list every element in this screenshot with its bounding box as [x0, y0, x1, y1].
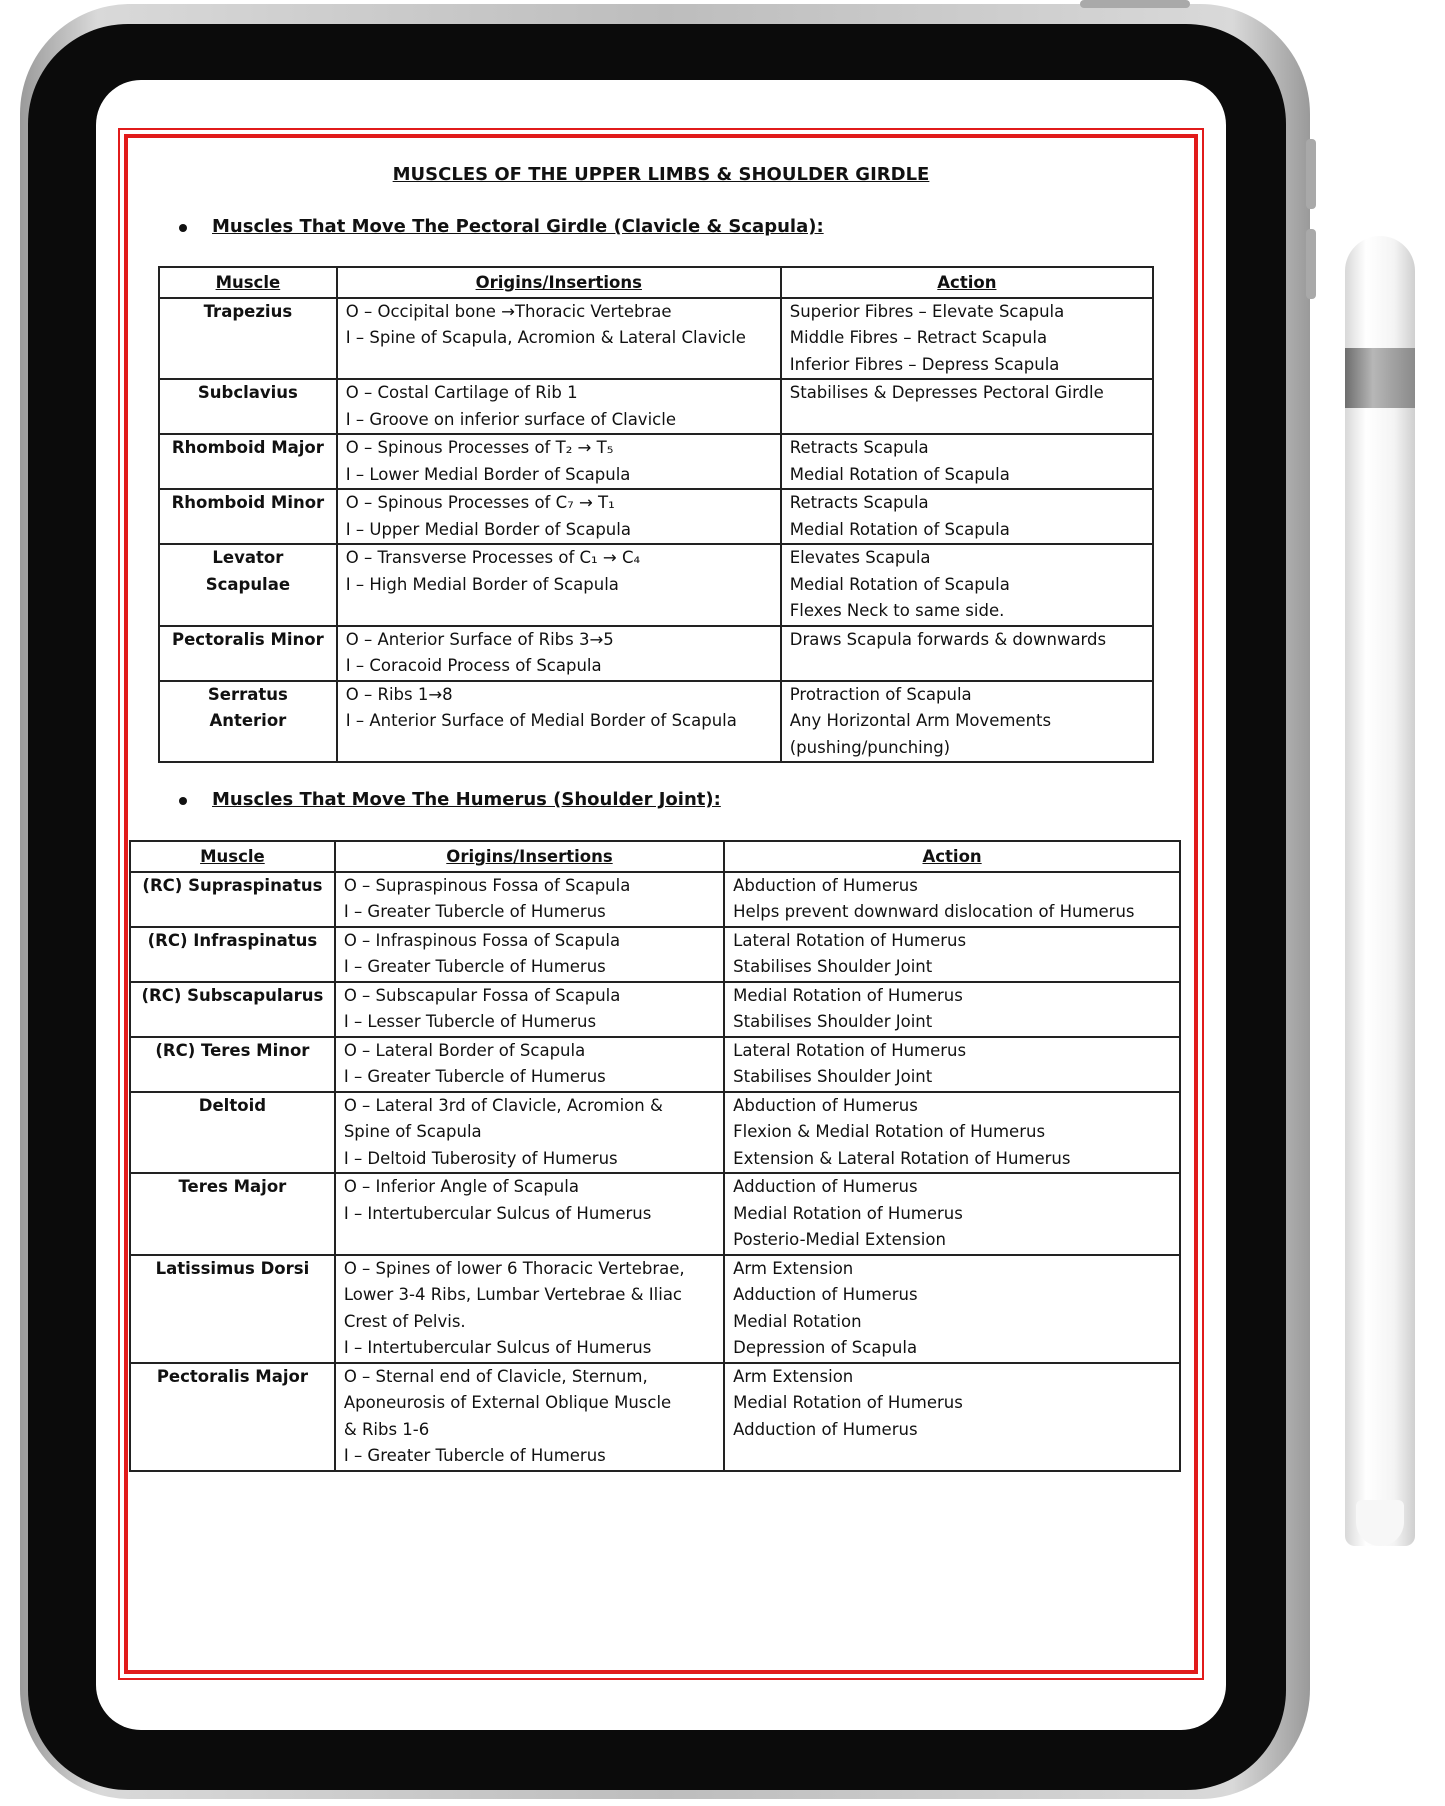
action-line: Stabilises Shoulder Joint: [733, 957, 933, 976]
tablet-screen: [96, 80, 1226, 1730]
stylus-band: [1345, 348, 1415, 408]
header-muscle: Muscle: [130, 841, 335, 872]
actions-cell: [724, 1363, 1180, 1471]
origins-cell: [335, 1037, 724, 1092]
muscle-name: Trapezius: [159, 298, 337, 380]
action-line: Medial Rotation of Humerus: [733, 1393, 963, 1412]
action-line: Medial Rotation of Humerus: [733, 985, 963, 1005]
origin-line: O – Subscapular Fossa of Scapula: [343, 985, 621, 1005]
header-origins: Origins/Insertions: [337, 267, 781, 298]
origin-line: O – Supraspinous Fossa of Scapula: [343, 875, 631, 895]
actions-cell: [724, 1037, 1180, 1092]
actions-cell: [781, 434, 1153, 489]
action-line: Retracts Scapula: [789, 493, 929, 512]
action-line: Lateral Rotation of Humerus: [733, 1040, 967, 1060]
action-line: Inferior Fibres – Depress Scapula: [789, 354, 1060, 374]
action-line: Posterio-Medial Extension: [733, 1230, 946, 1249]
action-line: Stabilises & Depresses Pectoral Girdle: [789, 383, 1104, 402]
origin-line: I – Spine of Scapula, Acromion & Lateral Clavicle: [345, 328, 746, 347]
origins-cell: [337, 298, 781, 380]
action-line: Medial Rotation: [733, 1311, 862, 1331]
actions-cell: [724, 982, 1180, 1037]
origins-cell: [337, 379, 781, 434]
origin-line: O – Spinous Processes of T₂ → T₅: [345, 438, 614, 457]
table-row: [159, 626, 1153, 681]
stylus-pencil: [1345, 236, 1415, 1546]
action-line: Protraction of Scapula: [789, 684, 972, 704]
action-line: Middle Fibres – Retract Scapula: [789, 328, 1048, 347]
table-row: [130, 872, 1180, 927]
origins-cell: [337, 544, 781, 626]
actions-cell: [781, 298, 1153, 380]
origins-cell: [335, 927, 724, 982]
action-line: Abduction of Humerus: [733, 1095, 918, 1115]
actions-cell: [781, 681, 1153, 763]
actions-cell: [781, 544, 1153, 626]
origin-line: I – Deltoid Tuberosity of Humerus: [343, 1148, 618, 1168]
origin-line: O – Occipital bone →Thoracic Vertebrae: [345, 301, 672, 321]
origin-line: I – Groove on inferior surface of Clavicle: [345, 409, 676, 429]
header-action: Action: [781, 267, 1153, 298]
action-line: Helps prevent downward dislocation of Humerus: [733, 902, 1135, 921]
header-muscle: Muscle: [159, 267, 337, 298]
action-line: Adduction of Humerus: [733, 1177, 918, 1196]
action-line: Arm Extension: [733, 1258, 854, 1278]
document-page: [96, 80, 1226, 1730]
origin-line: O – Ribs 1→8: [345, 684, 453, 704]
origin-line: O – Infraspinous Fossa of Scapula: [343, 930, 621, 950]
action-line: Flexion & Medial Rotation of Humerus: [733, 1122, 1046, 1141]
origin-line: I – Intertubercular Sulcus of Humerus: [343, 1338, 652, 1357]
origin-line: O – Costal Cartilage of Rib 1: [345, 383, 578, 402]
origins-cell: [335, 1255, 724, 1363]
muscle-name: Subclavius: [159, 379, 337, 434]
table-row: [159, 544, 1153, 626]
muscle-name: Pectoralis Major: [130, 1363, 335, 1471]
table-row: [159, 379, 1153, 434]
origins-cell: [335, 1363, 724, 1471]
muscle-name: Levator Scapulae: [159, 544, 337, 626]
action-line: (pushing/punching): [789, 737, 951, 757]
action-line: Medial Rotation of Scapula: [789, 574, 1010, 594]
actions-cell: [724, 872, 1180, 927]
origins-cell: [337, 681, 781, 763]
action-line: Extension & Lateral Rotation of Humerus: [733, 1148, 1071, 1168]
origin-line: Lower 3-4 Ribs, Lumbar Vertebrae & Iliac: [343, 1285, 683, 1304]
top-button: [1080, 0, 1190, 8]
origin-line: I – Greater Tubercle of Humerus: [343, 1067, 606, 1086]
origin-line: I – Anterior Surface of Medial Border of Scapula: [345, 711, 737, 730]
action-line: Stabilises Shoulder Joint: [733, 1012, 933, 1031]
origins-cell: [337, 434, 781, 489]
section-heading-pectoral: Muscles That Move The Pectoral Girdle (Clavicle & Scapula):: [212, 216, 824, 237]
muscle-name: Rhomboid Major: [159, 434, 337, 489]
action-line: Flexes Neck to same side.: [789, 601, 1005, 620]
stylus-tip: [1356, 1500, 1404, 1546]
origin-line: I – Coracoid Process of Scapula: [345, 656, 602, 675]
origin-line: O – Lateral Border of Scapula: [343, 1040, 586, 1060]
actions-cell: [781, 489, 1153, 544]
origin-line: I – Upper Medial Border of Scapula: [345, 519, 631, 539]
action-line: Lateral Rotation of Humerus: [733, 930, 967, 950]
section-heading-humerus: Muscles That Move The Humerus (Shoulder Joint):: [212, 789, 721, 810]
muscle-name: Rhomboid Minor: [159, 489, 337, 544]
table-header-row: [130, 841, 1180, 872]
table-row: [130, 1363, 1180, 1471]
actions-cell: [781, 379, 1153, 434]
header-action: Action: [724, 841, 1180, 872]
origin-line: O – Spinous Processes of C₇ → T₁: [345, 493, 615, 512]
table-row: [159, 489, 1153, 544]
table-row: [130, 1037, 1180, 1092]
table-row: [159, 434, 1153, 489]
origin-line: I – Lesser Tubercle of Humerus: [343, 1012, 597, 1031]
actions-cell: [724, 1255, 1180, 1363]
action-line: Medial Rotation of Scapula: [789, 464, 1010, 484]
origin-line: O – Sternal end of Clavicle, Sternum,: [343, 1366, 648, 1386]
origin-line: O – Lateral 3rd of Clavicle, Acromion &: [343, 1095, 663, 1115]
action-line: Arm Extension: [733, 1366, 854, 1386]
volume-down-button: [1306, 229, 1316, 299]
humerus-table: [129, 840, 1181, 1472]
origins-cell: [335, 1092, 724, 1174]
muscle-name: (RC) Infraspinatus: [130, 927, 335, 982]
origin-line: O – Transverse Processes of C₁ → C₄: [345, 548, 641, 567]
actions-cell: [724, 1173, 1180, 1255]
actions-cell: [724, 927, 1180, 982]
muscle-name: (RC) Supraspinatus: [130, 872, 335, 927]
actions-cell: [781, 626, 1153, 681]
table-row: [130, 1173, 1180, 1255]
action-line: Draws Scapula forwards & downwards: [789, 629, 1107, 649]
table-row: [130, 1092, 1180, 1174]
origin-line: I – Intertubercular Sulcus of Humerus: [343, 1203, 652, 1223]
origin-line: I – Greater Tubercle of Humerus: [343, 902, 606, 921]
origin-line: I – Lower Medial Border of Scapula: [345, 464, 631, 484]
action-line: Depression of Scapula: [733, 1338, 918, 1357]
table-row: [159, 298, 1153, 380]
action-line: Retracts Scapula: [789, 438, 929, 457]
header-origins: Origins/Insertions: [335, 841, 724, 872]
action-line: Superior Fibres – Elevate Scapula: [789, 301, 1065, 321]
origin-line: Crest of Pelvis.: [343, 1311, 466, 1331]
origin-line: O – Inferior Angle of Scapula: [343, 1177, 579, 1196]
origins-cell: [337, 626, 781, 681]
table-row: [130, 1255, 1180, 1363]
action-line: Adduction of Humerus: [733, 1285, 918, 1304]
muscle-name: Serratus Anterior: [159, 681, 337, 763]
origins-cell: [335, 1173, 724, 1255]
action-line: Abduction of Humerus: [733, 875, 918, 895]
volume-up-button: [1306, 139, 1316, 209]
actions-cell: [724, 1092, 1180, 1174]
bullet-icon: [179, 224, 187, 232]
action-line: Stabilises Shoulder Joint: [733, 1067, 933, 1086]
origin-line: Spine of Scapula: [343, 1122, 482, 1141]
origins-cell: [335, 982, 724, 1037]
muscle-name: Pectoralis Minor: [159, 626, 337, 681]
origins-cell: [337, 489, 781, 544]
origin-line: I – High Medial Border of Scapula: [345, 574, 619, 594]
bullet-icon: [179, 797, 187, 805]
origin-line: I – Greater Tubercle of Humerus: [343, 1446, 606, 1465]
muscle-name: Teres Major: [130, 1173, 335, 1255]
origin-line: I – Greater Tubercle of Humerus: [343, 957, 606, 976]
origin-line: O – Spines of lower 6 Thoracic Vertebrae,: [343, 1258, 685, 1278]
table-header-row: [159, 267, 1153, 298]
action-line: Medial Rotation of Scapula: [789, 519, 1010, 539]
action-line: Any Horizontal Arm Movements: [789, 711, 1052, 730]
action-line: Adduction of Humerus: [733, 1419, 918, 1439]
origin-line: O – Anterior Surface of Ribs 3→5: [345, 629, 614, 649]
table-row: [159, 681, 1153, 763]
action-line: Medial Rotation of Humerus: [733, 1203, 963, 1223]
pectoral-girdle-table: [158, 266, 1154, 763]
muscle-name: Latissimus Dorsi: [130, 1255, 335, 1363]
table-row: [130, 927, 1180, 982]
muscle-name: (RC) Subscapularus: [130, 982, 335, 1037]
origin-line: & Ribs 1-6: [343, 1419, 430, 1439]
action-line: Elevates Scapula: [789, 548, 931, 567]
origin-line: Aponeurosis of External Oblique Muscle: [343, 1393, 672, 1412]
origins-cell: [335, 872, 724, 927]
table-row: [130, 982, 1180, 1037]
muscle-name: (RC) Teres Minor: [130, 1037, 335, 1092]
muscle-name: Deltoid: [130, 1092, 335, 1174]
page-title: MUSCLES OF THE UPPER LIMBS & SHOULDER GIRDLE: [392, 164, 930, 185]
